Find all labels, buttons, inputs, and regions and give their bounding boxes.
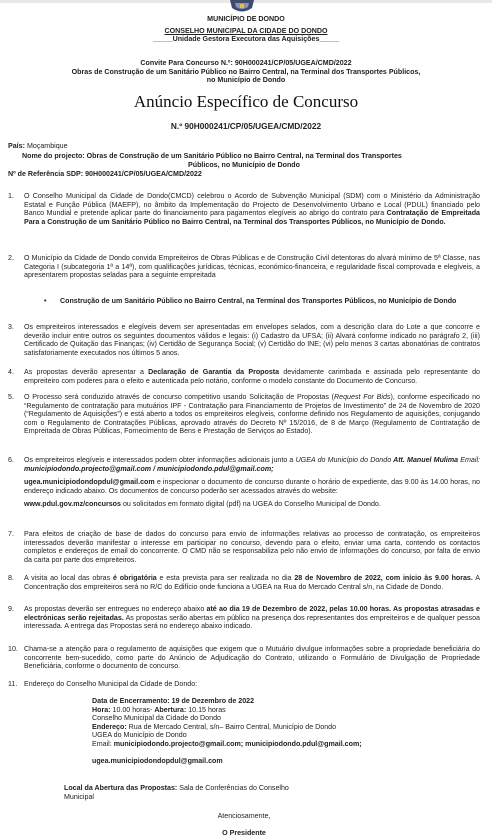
clause-2 [8,254,480,280]
address-ugea: UGEA do Município de Dondo [92,731,187,740]
reference-number: N.º 90H000241/CP/05/UGEA/CMD/2022 [170,121,322,131]
opening-label: Abertura: [154,705,187,714]
unit-name: _____Unidade Gestora Executora das Aquisições_____ [152,35,340,43]
clause-5 [8,393,480,436]
closing-date: Data de Encerramento: 19 de Dezembro de 2022 [92,697,255,705]
clause-9 [8,605,480,631]
clause-text-cont: ), conforme especificado no “Regulamento de contratação para mutuários IPF - Contratação para Financiamento de Projetos de Investimento” de 24 de Novembro de 2020 (“Regulamento de Aquisições”) e está aberto a todos os empreiteiros elegíveis, conforme definido nos Regulamento de aquisições, conjugando com o Regulamento de Contratações Públicas, aprovado através do Decreto Nº 15/2016, de 8 de Março (Regulamento de Contratação de Empreitada de Obras Públicas, Fornecimento de Bens e Prestação de Serviços ao Estado). [24,393,480,436]
email-label: Email: [92,739,114,748]
clause-text-bold: Declaração de Garantia da Proposta [148,368,280,376]
project-value-cont: Públicos, no Município de Dondo [188,160,300,169]
sign-off [8,812,480,837]
clause-text: Para efeitos de criação de base de dados do concurso para envio de informações relativas ao processo de contratação, os empreiteiros interessados deverão manifestar o interesse em participar no concurso, devendo para o efeito, enviar uma carta, contendo os contactos completos e endereços de email do concorrente. O CMD não se responsabiliza pelo não envio de informações do concurso, por falta de envio da carta por parte dos empreiteiros. [24,530,480,564]
clause-number: 5. [8,393,14,401]
clause-number: 9. [8,605,14,613]
meta-sdp [8,170,480,179]
clause-10 [8,645,480,671]
location-value: Sala de Conferências do Conselho [177,784,289,792]
clause-7 [8,530,480,564]
bullet-item [8,297,480,306]
clause-text: As propostas deverão apresentar a [24,368,149,376]
opening-value: 10.15 horas [186,705,226,714]
bullet-text: Construção de um Sanitário Público no Bairro Central, na Terminal dos Transportes Públicos, no Município de Dondo [60,297,457,305]
clause-8 [8,574,480,591]
sdp-value: 90H000241/CP/05/UGEA/CMD/2022 [83,170,202,178]
clause-text-bold: Contratação de Empreitada Para a Construção de um Sanitário Público no Bairro Central, na Terminal dos Transportes Públicos, no Município de Dondo. [24,209,480,226]
meta-project [8,152,480,169]
address-value: Rua de Mercado Central, s/n– Bairro Central, Município de Dondo [126,722,337,731]
clause-number: 6. [8,456,14,464]
address-block [8,697,480,765]
invitation-subject: Obras de Construção de um Sanitário Público no Bairro Central, na Terminal dos Transportes Públicos, [71,67,421,76]
clause-text: Os empreiteiros elegíveis e interessados podem obter informações adicionais junto a [24,456,296,464]
email-label: Email: [458,456,480,464]
clause-number: 3. [8,323,14,331]
invitation-subject-cont: no Município de Dondo [206,76,286,85]
visit-date: 28 de Novembro de 2022, com início às 9.00 horas. [294,574,473,582]
invitation-number: Convite Para Concurso N.º: 90H000241/CP/05/UGEA/CMD/2022 [140,59,352,67]
contact-person: Att. Manuel Mulima [391,456,459,464]
hour-value: 10.00 horas- [110,705,155,714]
clause-text: Endereço do Conselho Municipal da Cidade de Dondo: [24,680,198,688]
clause-text: Os empreiteiros interessados e elegíveis devem ser apresentadas em envelopes selados, com a descrição clara do Lote a que concorre e deverão incluir entre outros os seguintes documentos válidos e legais: (i) Cadastro da UFSA; (ii) Alvará conforme indicado no parágrafo 2, (iii) Certificado de Quitação das Finanças; (iv) Certidão de Segurança Social; (v) Certidão do INE; (vi) pelo menos 3 cartas abonatórias de contratos satisfatoriamente executados nos últimos 5 anos. [24,323,480,357]
clause-text-cont: e esta prevista para ser realizada no dia [156,574,295,582]
clause-number: 2. [8,254,14,262]
clause-text: O Processo será conduzido através de concurso competitivo usando Solicitação de Propostas ( [24,393,335,401]
clause-number: 11. [8,680,18,688]
clause-text: Chama-se a atenção para o regulamento de aquisições que exigem que o Mutuário divulgue informações sobre a propriedade beneficiária do concorrente bem-sucedido, como parte do Anúncio de Adjudicação do Contrato, utilizando o Formulário de Divulgação de Propriedade Beneficiária, conforme o documento de concurso. [24,645,480,671]
location-label: Local da Abertura das Propostas: [64,784,178,792]
project-label: Nome do projecto: [22,152,85,160]
clause-4 [8,368,480,385]
clause-text-cont: devidamente carimbada e assinada pelo representante do empreiteiro com poderes para o efeito e autenticada pelo notário, conforme o modelo constante do Documento de Concurso. [24,368,480,385]
website-link[interactable]: www.pdul.gov.mz/concursos [24,500,121,509]
country-value: Moçambique [24,142,68,150]
clause-number: 7. [8,530,14,538]
country-label: País: [8,142,25,150]
regards-text: Atenciosamente, [217,812,271,820]
council-name: CONSELHO MUNICIPAL DA CIDADE DO DONDO [164,27,328,35]
address-council: Conselho Municipal da Cidade do Dondo [92,714,221,723]
signatory-title: O Presidente [222,828,266,837]
clause-text: A visita ao local das obras [24,574,113,582]
municipal-emblem-icon [228,0,256,14]
address-emails[interactable]: municipiodondo.projecto@gmail.com; municipiodondo.pdul@gmail.com; [113,739,362,748]
clause-text-cont: As propostas serão abertas em público na presença dos representantes dos empreiteiros e de qualquer pessoa interessada. A entrega das Propostas será no endereço abaixo indicado. [24,613,480,631]
clause-text: O Conselho Municipal da Cidade de Dondo(CMCD) celebrou o Acordo de Subvenção Municipal (SDM) com o Ministério da Administração Estatal e Função Pública (MAEFP), no âmbito da Implementação do Projecto de Desenvolvimento Urbano e Local (PDUL) financiado pelo Banco Mundial e pretende aplicar parte do financiamento para pagamentos elegíveis ao abrigo do contrato para [24,192,480,218]
clause-text-italic: UGEA do Município do Dondo [295,456,392,464]
clause-11 [8,680,480,689]
ugea-email[interactable]: ugea.municipiodondopdul@gmail.com [24,478,155,487]
clause-6 [8,456,480,509]
clause-number: 1. [8,192,14,200]
clause-1 [8,192,480,226]
meta-country [8,142,480,151]
clause-text-bold: é obrigatória [112,574,157,582]
invitation-block [0,59,492,85]
deadline-text: até ao dia 19 de Dezembro de 2022, pelas 10.00 horas. As propostas atrasadas e electrónicas serão rejeitadas. [24,605,480,622]
clause-text: O Município da Cidade de Dondo convida Empreiteiros de Obras Públicas e de Construção Civil detentoras do alvará mínimo de 5ª Classe, nas Categoria I (subcategoria 1ª a 14ª), com qualificações jurídicas, técnicas, económico-financeira, e regularidade fiscal comprovada e elegíveis, a apresentarem propostas seladas para a seguinte empreitada [24,254,480,280]
municipality-name: MUNICÍPIO DE DONDO [207,15,285,23]
clause-number: 10. [8,645,18,653]
clause-number: 4. [8,368,14,376]
clause-text-end: ou solicitados em formato digital (pdf) na UGEA do Conselho Municipal de Dondo. [120,500,381,509]
clause-number: 8. [8,574,14,582]
address-ugea-email[interactable]: ugea.municipiodondopdul@gmail.com [92,756,223,765]
contact-emails[interactable]: municipiodondo.projecto@gmail.com / municipiodondo.pdul@gmail.com; [24,464,274,473]
clause-text-cont: e inspecionar o documento de concurso durante o horário de expediente, das 9.00 às 14.00 horas, no endereço indicado abaixo. Os documentos de concurso poderão ser acessados através do website: [24,478,480,495]
opening-location [8,784,480,801]
location-value-cont: Municipal [64,792,94,801]
sdp-label: Nº de Referência SDP: [8,170,84,178]
bullet-mark: • [44,297,47,305]
clause-text: As propostas deverão ser entregues no endereço abaixo [24,605,207,613]
clause-text-italic: Request For Bids [334,393,391,401]
hour-label: Hora: [92,705,111,714]
clause-3 [8,323,480,357]
address-label: Endereço: [92,722,127,731]
clause-text-end: A Concentração dos empreiteiros será no R/C do Edifício onde funciona a UGEA na Rua do Mercado Central s/n, na Cidade de Dondo. [24,574,480,591]
project-value: Obras de Construção de um Sanitário Público no Bairro Central, na Terminal dos Transportes [84,152,402,160]
page-title: Anúncio Específico de Concurso [133,92,359,111]
